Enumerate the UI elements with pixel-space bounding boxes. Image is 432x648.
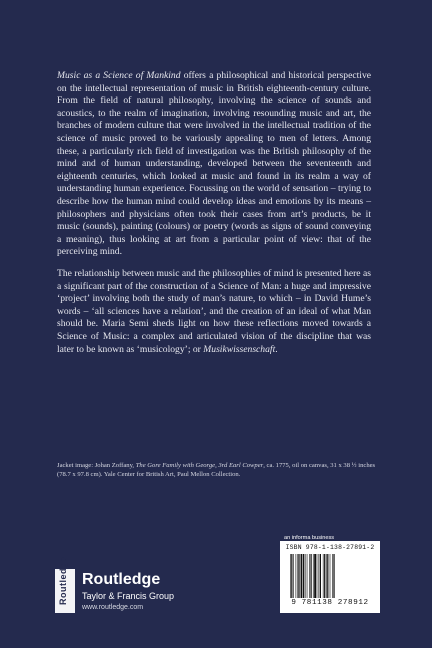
jacket-painting-title: The Gore Family with George, 3rd Earl Cowper xyxy=(135,462,264,469)
publisher-group: Taylor & Francis Group xyxy=(82,591,175,601)
routledge-mark-text: Routledge xyxy=(58,556,68,605)
barcode-icon xyxy=(290,554,370,598)
blurb-text-1: offers a philosophical and historical perspective on the intellectual representation of music in British eighteenth-century culture. From the field of natural philosophy, involving the science of sounds and acoustics, to the realm of imagination, involving resounding music and art, the branches of modern culture that were involved in the intellectual tradition of the science of music proved to be variously appealing to men of letters. Among these, a particularly rich field of investigation was the British philosophy of the mind and of human understanding, developed between the seventeenth and eighteenth centuries, which looked at music and found in its realm a way of understanding human experience. Focussing on the world of sensation – trying to describe how the human mind could develop ideas and emotions by its means – philosophers and physicians often took their cases from art’s products, be it music (sounds), painting (colours) or poetry (words as signs of sound conveying a meaning), thus looking at art from a particular point of view: that of the perceiving mind. xyxy=(57,70,371,258)
barcode-panel xyxy=(280,541,380,613)
isbn-label: ISBN 978-1-138-27891-2 xyxy=(285,544,375,551)
publisher-url: www.routledge.com xyxy=(82,604,144,611)
blurb-text-2: The relationship between music and the philosophies of mind is presented here as a significant part of the construction of a Science of Man: a huge and impressive ‘project’ involving both the study of man’s nature, to which – in David Hume’s words – ‘all sciences have a relation’, and the creation of an ideal of what Man should be. Maria Semi sheds light on how these reflections moved towards a Science of Music: a complex and articulated vision of the discipline that was later to be known as ‘musicology’; or xyxy=(57,268,371,355)
routledge-logo xyxy=(55,556,195,619)
book-title: Music as a Science of Mankind xyxy=(57,70,181,81)
publisher-name: Routledge xyxy=(82,571,161,588)
informa-tagline: an informa business xyxy=(284,535,335,541)
jacket-suffix: , ca. 1775, oil on canvas, 31 x 38 ½ inches (78.7 x 97.8 cm). Yale Center for British Art, Paul Mellon Collection. xyxy=(57,462,376,479)
blurb-italic-term: Musikwissenschaft xyxy=(203,343,276,355)
routledge-mark-icon xyxy=(55,556,75,613)
jacket-credit xyxy=(57,461,377,480)
blurb-paragraph-2 xyxy=(57,268,371,356)
barcode-digits: 9 781138 278912 xyxy=(291,599,369,607)
blurb-paragraph-1 xyxy=(57,70,371,259)
blurb-text-2-end: . xyxy=(275,343,278,355)
jacket-prefix: Jacket image: Johan Zoffany, xyxy=(57,462,136,469)
